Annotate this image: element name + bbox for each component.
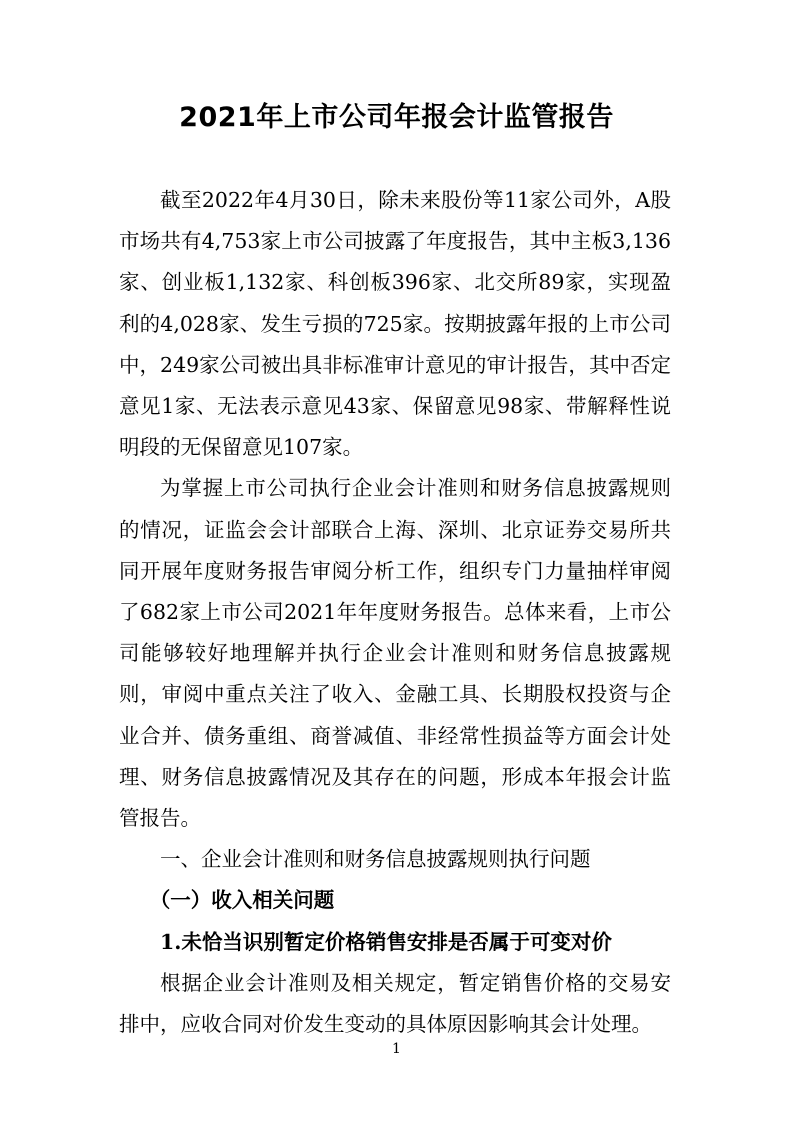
document-title: 2021年上市公司年报会计监管报告 <box>179 102 614 133</box>
document-body <box>119 180 671 1045</box>
page-number: 1 <box>392 1041 401 1057</box>
paragraph-overview: 截至2022年4月30日，除未来股份等11家公司外，A股市场共有4,753家上市公司披露了年度报告，其中主板3,136家、创业板1,132家、科创板396家、北交所89家，实现盈利的4,028家、发生亏损的725家。按期披露年报的上市公司中，249家公司被出具非标准审计意见的审计报告，其中否定意见1家、无法表示意见43家、保留意见98家、带解释性说明段的无保留意见107家。 <box>119 188 671 460</box>
section-heading: 一、企业会计准则和财务信息披露规则执行问题 <box>160 847 591 872</box>
paragraph-review-scope: 为掌握上市公司执行企业会计准则和财务信息披露规则的情况，证监会会计部联合上海、深圳、北京证券交易所共同开展年度财务报告审阅分析工作，组织专门力量抽样审阅了682家上市公司2021年年度财务报告。总体来看，上市公司能够较好地理解并执行企业会计准则和财务信息披露规则，审阅中重点关注了收入、金融工具、长期股权投资与企业合并、债务重组、商誉减值、非经常性损益等方面会计处理、财务信息披露情况及其存在的问题，形成本年报会计监管报告。 <box>119 476 671 831</box>
paragraph-variable-consideration: 根据企业会计准则及相关规定，暂定销售价格的交易安排中，应收合同对价发生变动的具体原因影响其会计处理。 <box>119 970 671 1037</box>
subsection-heading: （一）收入相关问题 <box>149 888 335 913</box>
item-heading: 1.未恰当识别暂定价格销售安排是否属于可变对价 <box>160 929 612 954</box>
